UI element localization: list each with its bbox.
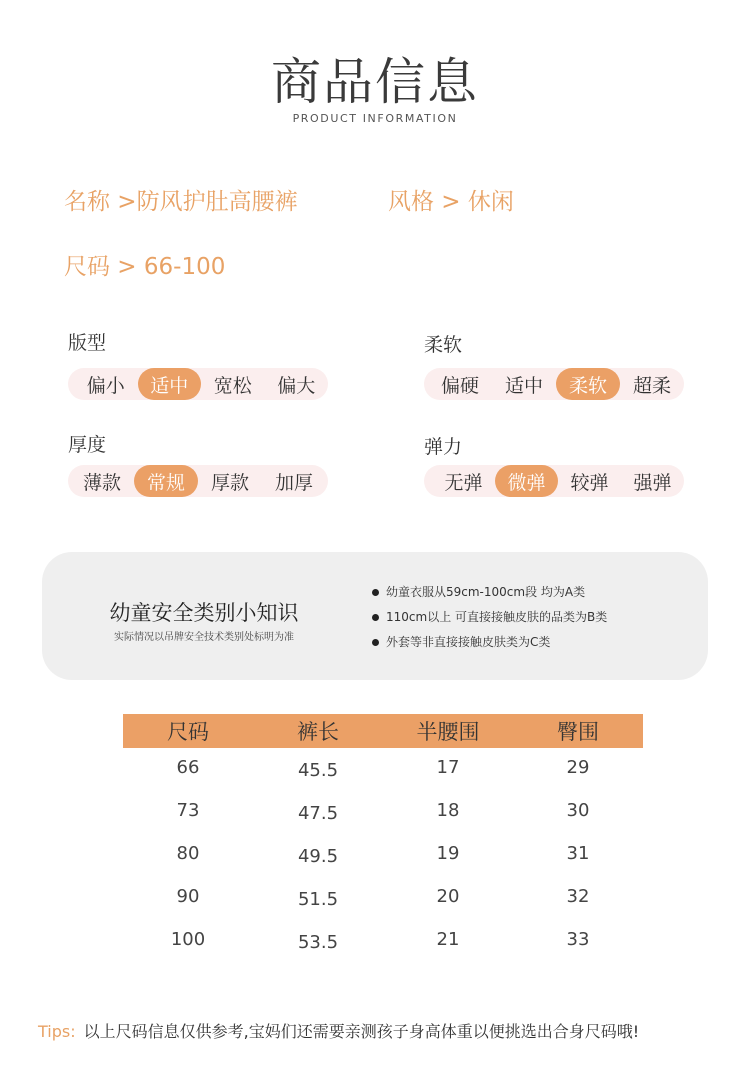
- table-cell: 32: [566, 886, 590, 907]
- tips-note: [38, 1019, 639, 1042]
- option-pill: 厚款: [210, 471, 249, 494]
- table-cell: 45.5: [297, 760, 339, 781]
- table-cell: 29: [566, 757, 590, 778]
- header-cell: 臀围: [557, 720, 599, 744]
- option-pill: 适中: [504, 374, 543, 397]
- elasticity-options: [424, 465, 684, 497]
- option-pill: 较弹: [570, 471, 609, 494]
- table-cell: 30: [566, 800, 590, 821]
- elasticity-label: 弹力: [424, 436, 463, 458]
- safety-item: 110cm以上 可直接接触皮肤的品类为B类: [372, 609, 607, 634]
- table-cell: 100: [170, 929, 206, 950]
- fit-options: [68, 368, 328, 400]
- size-table: [123, 714, 643, 963]
- table-cell: 80: [176, 843, 200, 864]
- option-pill: 偏大: [277, 374, 316, 397]
- table-cell: 53.5: [297, 932, 339, 953]
- table-cell: 51.5: [297, 889, 339, 910]
- option-pill: 加厚: [274, 471, 313, 494]
- table-cell: 66: [176, 757, 200, 778]
- thickness-label: 厚度: [68, 434, 107, 456]
- fit-label: 版型: [68, 332, 107, 354]
- size-table-header: [123, 714, 643, 748]
- table-cell: 33: [566, 929, 590, 950]
- option-pill-selected: 柔软: [556, 368, 620, 400]
- softness-options: [424, 368, 684, 400]
- tips-text: 以上尺码信息仅供参考,宝妈们还需要亲测孩子身高体重以便挑选出合身尺码哦!: [83, 1022, 640, 1041]
- table-row: [123, 877, 643, 920]
- table-cell: 47.5: [297, 803, 339, 824]
- option-pill: 超柔: [632, 374, 671, 397]
- safety-item: 外套等非直接接触皮肤类为C类: [372, 634, 607, 659]
- safety-title: 幼童安全类别小知识: [109, 601, 299, 625]
- tips-label: Tips:: [38, 1022, 76, 1041]
- product-name: 名称 >防风护肚高腰裤: [64, 189, 298, 215]
- option-pill: 强弹: [633, 471, 672, 494]
- header-cell: 半腰围: [416, 720, 480, 744]
- table-cell: 19: [436, 843, 460, 864]
- table-row: [123, 834, 643, 877]
- table-row: [123, 791, 643, 834]
- table-row: [123, 920, 643, 963]
- thickness-options: [68, 465, 328, 497]
- page-subtitle: PRODUCT INFORMATION: [292, 112, 458, 125]
- option-pill-selected: 微弹: [495, 465, 558, 497]
- option-pill-selected: 常规: [134, 465, 198, 497]
- table-cell: 31: [566, 843, 590, 864]
- header-cell: 裤长: [297, 720, 339, 744]
- option-pill-selected: 适中: [138, 368, 202, 400]
- table-cell: 21: [436, 929, 460, 950]
- table-cell: 18: [436, 800, 460, 821]
- option-pill: 无弹: [444, 471, 483, 494]
- table-cell: 20: [436, 886, 460, 907]
- page-title: 商品信息: [271, 53, 479, 111]
- table-cell: 73: [176, 800, 200, 821]
- product-size-range: 尺码 > 66-100: [64, 254, 226, 280]
- header-cell: 尺码: [167, 720, 209, 744]
- table-row: [123, 748, 643, 791]
- table-cell: 17: [436, 757, 460, 778]
- product-style: 风格 > 休闲: [388, 189, 514, 215]
- option-pill: 偏小: [86, 374, 125, 397]
- safety-item: 幼童衣服从59cm-100cm段 均为A类: [372, 584, 607, 609]
- safety-list: [372, 584, 607, 659]
- safety-subtitle: 实际情况以吊牌安全技术类别处标明为准: [114, 632, 294, 643]
- option-pill: 偏硬: [440, 374, 479, 397]
- table-cell: 49.5: [297, 846, 339, 867]
- option-pill: 薄款: [82, 471, 121, 494]
- table-cell: 90: [176, 886, 200, 907]
- safety-info-panel: [42, 552, 708, 680]
- option-pill: 宽松: [213, 374, 252, 397]
- softness-label: 柔软: [424, 334, 463, 356]
